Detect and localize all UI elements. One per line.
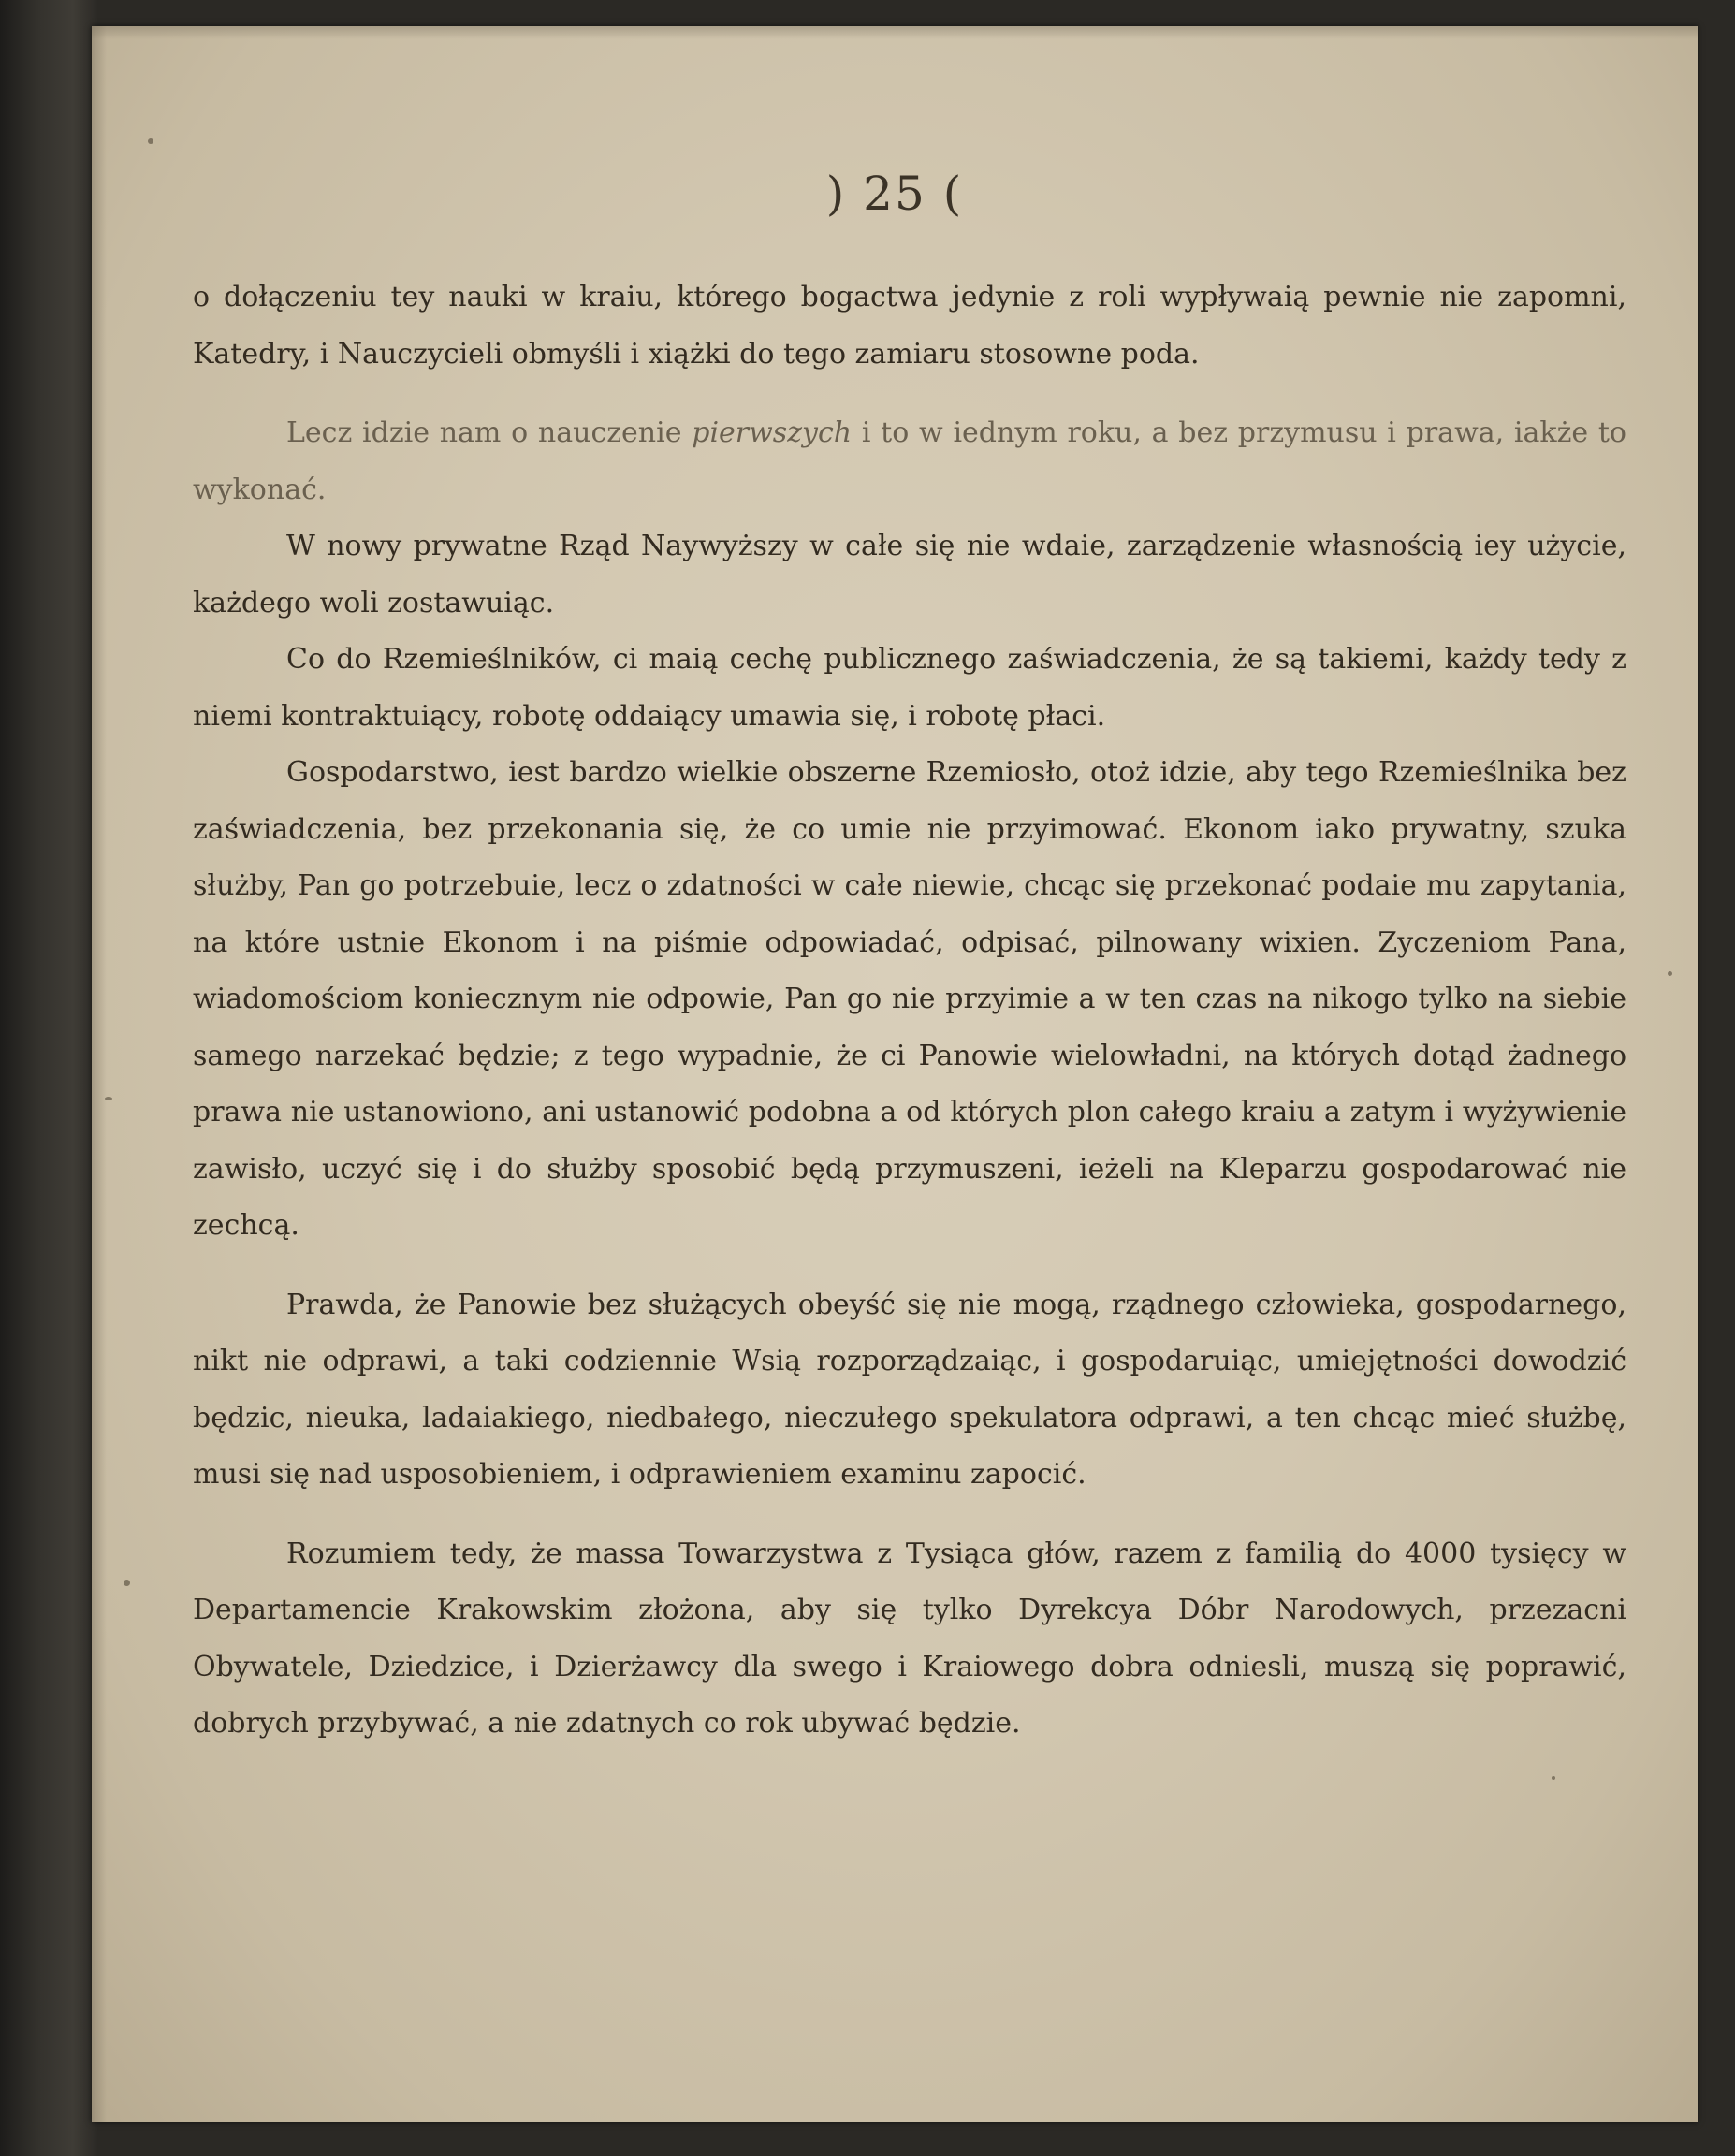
book-page: [92, 26, 1698, 2122]
paper-speck: [148, 138, 153, 144]
paper-speck: [124, 1580, 130, 1586]
page-body: [193, 270, 1626, 1753]
paragraph-3: W nowy prywatne Rząd Naywyższy w całe się nie wdaie, zarządzenie własnością iey użycie, każdego woli zostawuiąc.: [193, 530, 1626, 619]
paragraph-2-italic: pierwszych: [692, 416, 853, 449]
paper-speck: [1552, 1776, 1555, 1780]
paper-speck: [1668, 971, 1672, 976]
paragraph-1: o dołączeniu tey nauki w kraiu, którego bogactwa jedynie z roli wypływaią pewnie nie zapomni, Katedry, i Nauczycieli obmyśli i xiążki do tego zamiaru stosowne poda.: [193, 281, 1626, 371]
page-shadow-left: [92, 26, 107, 2122]
page-number-header: ) 25 (: [825, 167, 964, 221]
page-shadow-top: [92, 26, 1698, 39]
paragraph-2-end: i to w iednym roku, a bez przymusu i prawa, iakże to wykonać.: [193, 416, 1626, 506]
book-spine: [0, 0, 97, 2156]
paragraph-7: Rozumiem tedy, że massa Towarzystwa z Tysiąca głów, razem z familią do 4000 tysięcy w Departamencie Krakowskim złożona, aby się tylko Dyrekcya Dóbr Narodowych, przezacni Obywatele, Dziedzice, i Dzierżawcy dla swego i Kraiowego dobra odniesli, muszą się poprawić, dobrych przybywać, a nie zdatnych co rok ubywać będzie.: [193, 1537, 1626, 1740]
paragraph-2-start: Lecz idzie nam o nauczenie: [286, 416, 693, 449]
paper-speck: [105, 1097, 112, 1100]
paragraph-4: Co do Rzemieślników, ci maią cechę publicznego zaświadczenia, że są takiemi, każdy tedy z niemi kontraktuiący, robotę oddaiący umawia się, i robotę płaci.: [193, 643, 1626, 733]
paragraph-6: Prawda, że Panowie bez służących obeyść się nie mogą, rządnego człowieka, gospodarnego, nikt nie odprawi, a taki codziennie Wsią rozporządzaiąc, i gospodaruiąc, umiejętności dowodzić będzic, nieuka, ladaiakiego, niedbałego, nieczułego spekulatora odprawi, a ten chcąc mieć służbę, musi się nad usposobieniem, i odprawieniem examinu zapocić.: [193, 1288, 1626, 1491]
paragraph-2: [193, 405, 1626, 518]
paragraph-5: Gospodarstwo, iest bardzo wielkie obszerne Rzemiosło, otoż idzie, aby tego Rzemieślnika bez zaświadczenia, bez przekonania się, że co umie nie przyimować. Ekonom iako prywatny, szuka służby, Pan go potrzebuie, lecz o zdatności w całe niewie, chcąc się przekonać podaie mu zapytania, na które ustnie Ekonom i na piśmie odpowiadać, odpisać, pilnowany wixien. Zyczeniom Pana, wiadomościom koniecznym nie odpowie, Pan go nie przyimie a w ten czas na nikogo tylko na siebie samego narzekać będzie; z tego wypadnie, że ci Panowie wielowładni, na których dotąd żadnego prawa nie ustanowiono, ani ustanowić podobna a od których plon całego kraiu a zatym i wyżywienie zawisło, uczyć się i do służby sposobić będą przymuszeni, ieżeli na Kleparzu gospodarować nie zechcą.: [193, 756, 1626, 1242]
